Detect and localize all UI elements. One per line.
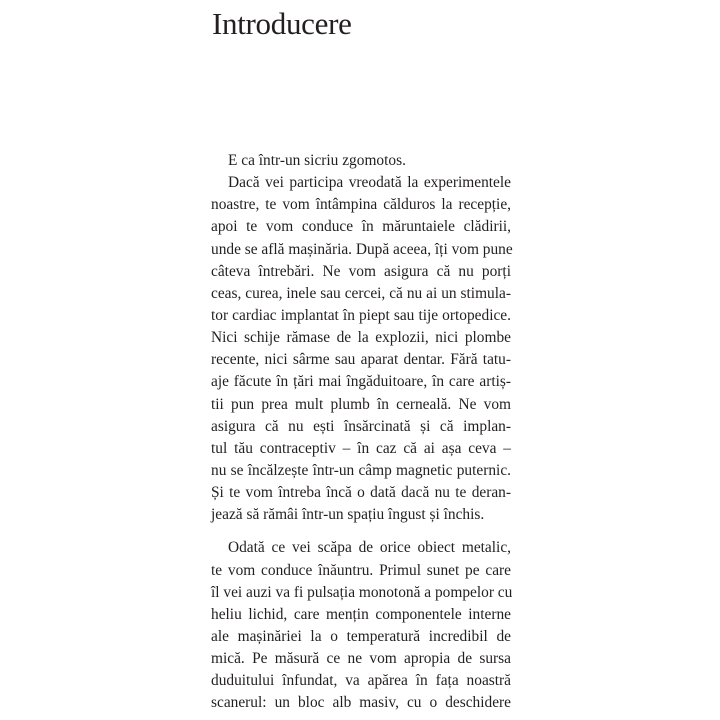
text-line: noastre, te vom întâmpina călduros la recepție,	[211, 196, 511, 214]
text-line: Și te vom întreba încă o dată dacă nu te deran-	[211, 484, 511, 502]
text-line: Nici schije rămase de la explozii, nici plombe	[211, 329, 511, 347]
paragraph-1	[211, 150, 511, 172]
text-line: îl vei auzi va fi pulsația monotonă a pompelor cu	[211, 583, 513, 601]
text-line: asigura că nu ești însărcinată și că implan-	[211, 417, 511, 435]
text-line: te vom conduce înăuntru. Primul sunet pe care	[211, 561, 511, 579]
text-line: mică. Pe măsură ce ne vom apropia de sursa	[211, 650, 511, 668]
text-line: heliu lichid, care mențin componentele interne	[211, 605, 511, 623]
text-line: aje făcute în țări mai îngăduitoare, în care artiș-	[211, 373, 511, 391]
text-line: ale mașinăriei la o temperatură incredibil de	[211, 627, 511, 645]
paragraph-2	[211, 172, 511, 526]
chapter-title: Introducere	[212, 6, 352, 41]
text-line: jează să rămâi într-un spațiu îngust și închis.	[211, 506, 485, 524]
chapter-body	[211, 150, 511, 715]
text-line: apoi te vom conduce în măruntaiele clădirii,	[211, 218, 511, 236]
text-line: ceas, curea, inele sau cercei, că nu ai un stimula-	[211, 284, 511, 302]
paragraph-3	[211, 537, 511, 714]
text-line: Odată ce vei scăpa de orice obiect metalic,	[228, 539, 511, 557]
text-line: recente, nici sârme sau aparat dentar. Fără tatu-	[211, 351, 511, 369]
text-line: câteva întrebări. Ne vom asigura că nu porți	[211, 262, 511, 280]
text-line: scanerul: un bloc alb masiv, cu o deschidere	[211, 694, 511, 712]
text-line: E ca într-un sicriu zgomotos.	[228, 152, 406, 169]
text-line: tor cardiac implantat în piept sau tije ortopedice.	[211, 306, 511, 324]
text-line: Dacă vei participa vreodată la experimentele	[228, 174, 511, 192]
text-line: tii pun prea mult plumb în cerneală. Ne vom	[211, 395, 511, 413]
text-line: tul tău contraceptiv – în caz că ai așa ceva –	[211, 439, 511, 457]
text-line: duduitului înfundat, va apărea în fața noastră	[211, 672, 511, 690]
text-line: nu se încălzește într-un câmp magnetic puternic.	[211, 461, 511, 479]
text-line: unde se află mașinăria. După aceea, îți vom pune	[211, 240, 513, 258]
